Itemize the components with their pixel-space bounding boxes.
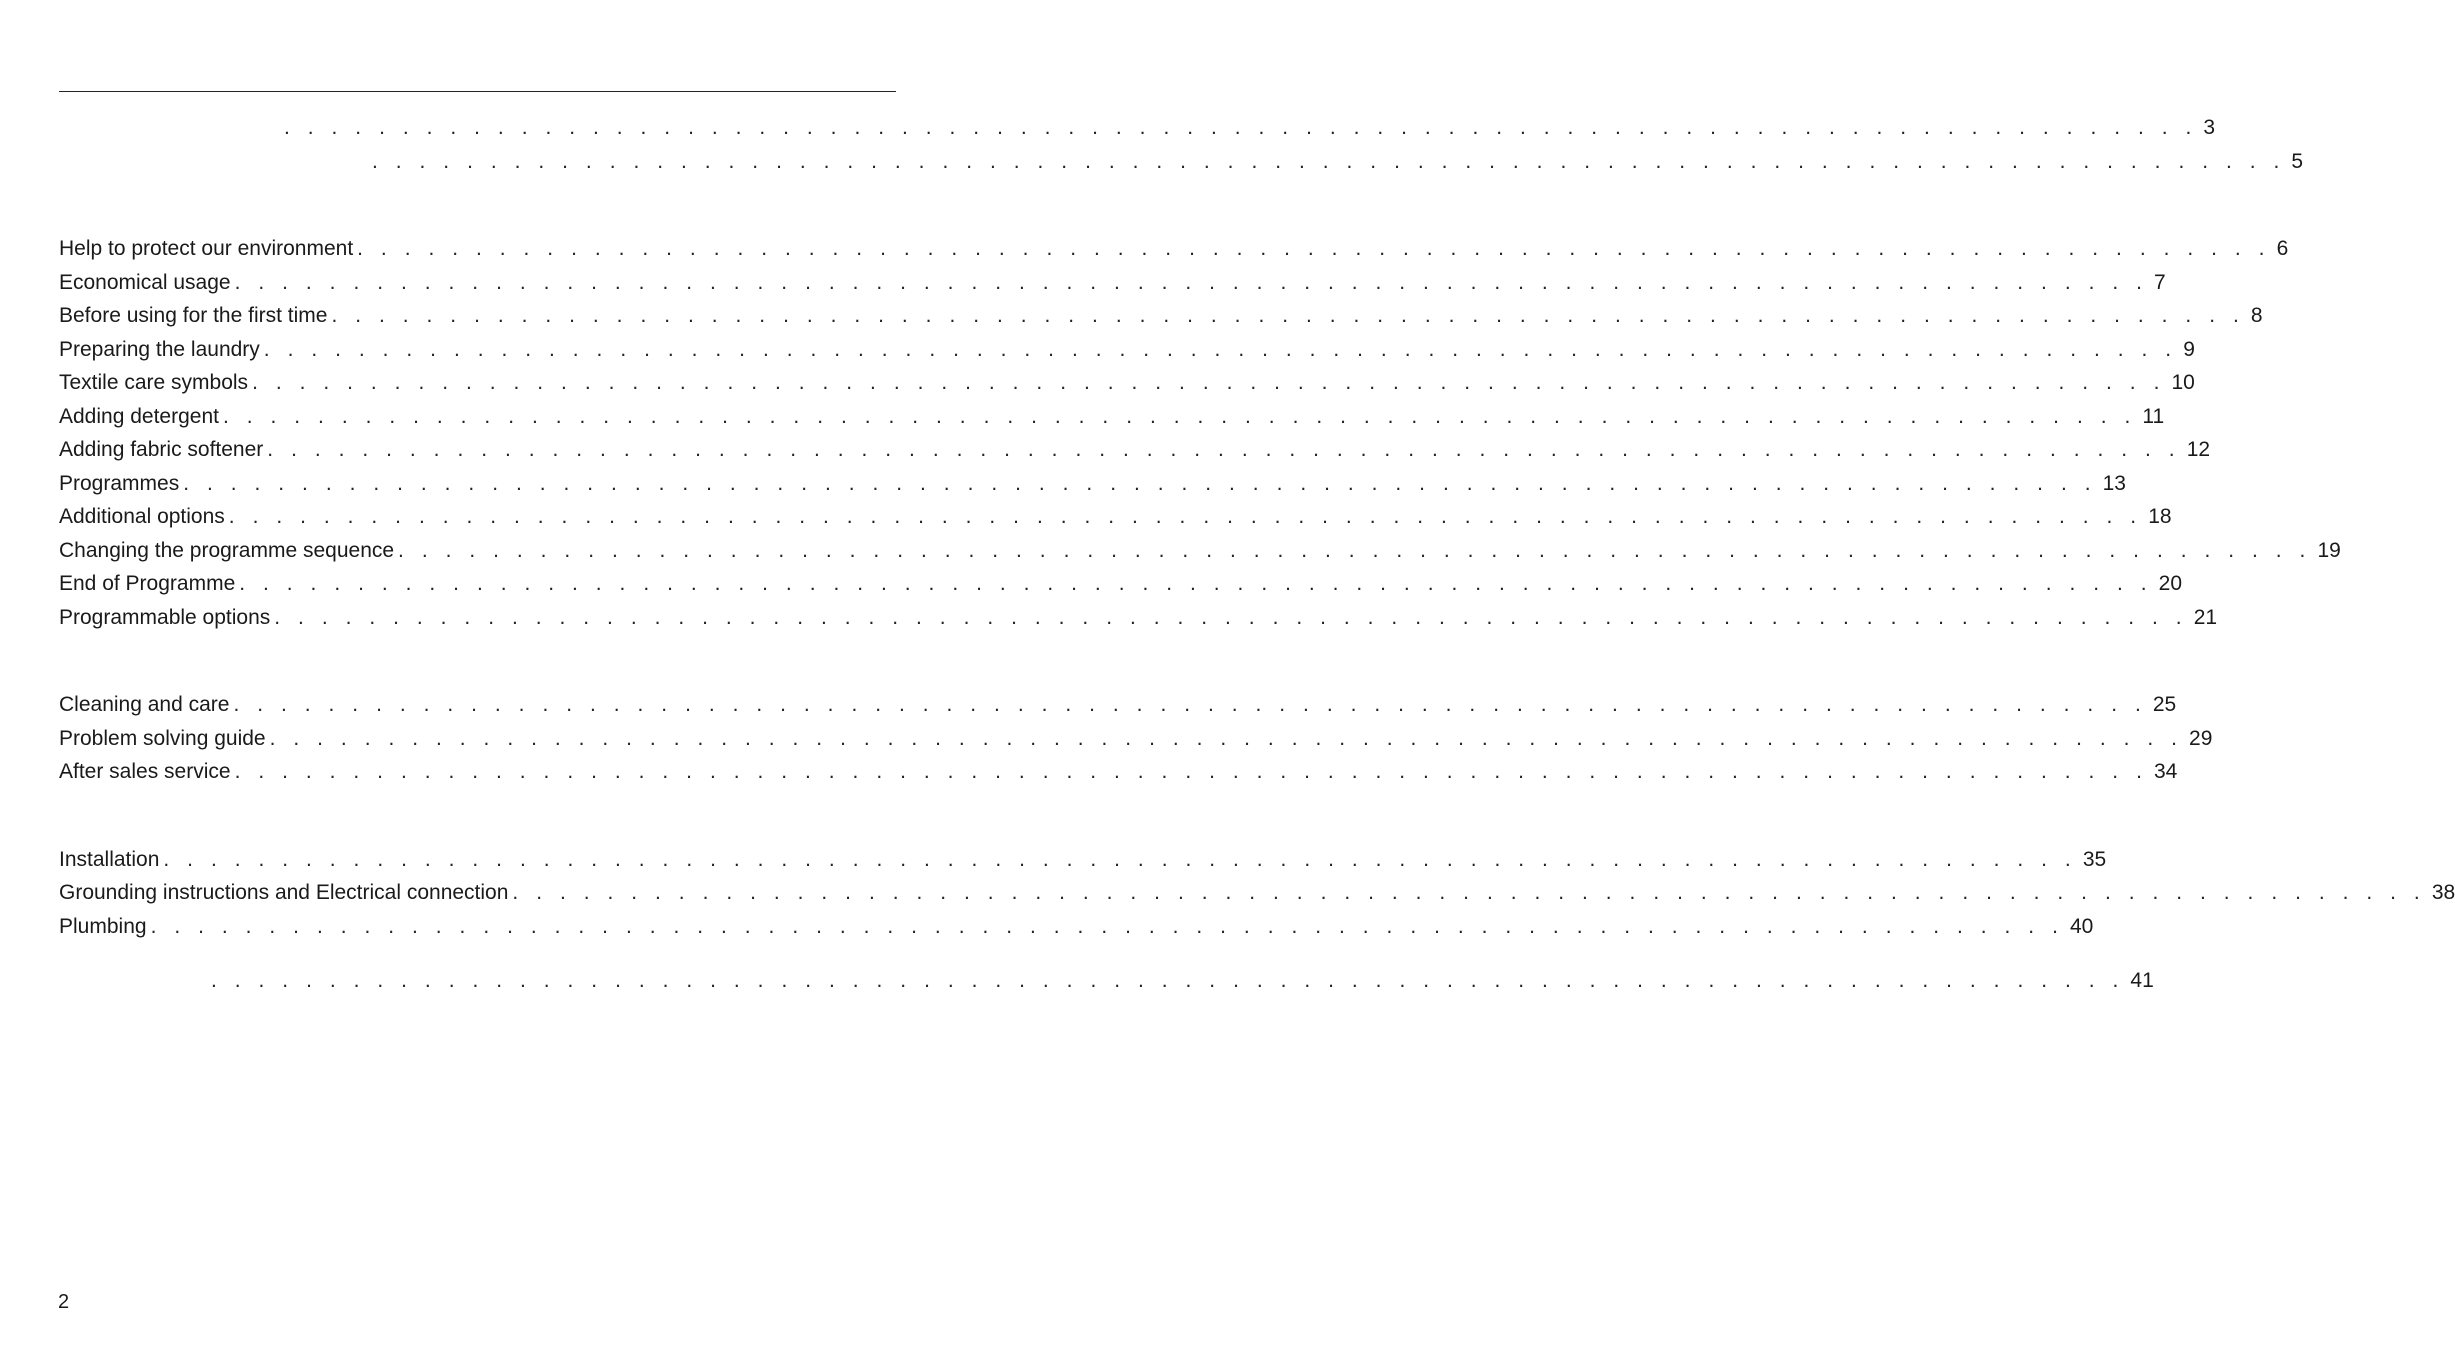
toc-entry-page: 12 bbox=[2186, 438, 2211, 461]
toc-entry-page: 20 bbox=[2158, 572, 2183, 595]
toc-dot-leader: . . . . . . . . . . . . . . . . . . . . . . . . . . . . . . . . . . . . . . . . . . . . . . . . . . . . . . . . . . . . . . . . . . . . . . . . . . . . . . . . . bbox=[269, 727, 2184, 750]
toc-dot-leader: . . . . . . . . . . . . . . . . . . . . . . . . . . . . . . . . . . . . . . . . . . . . . . . . . . . . . . . . . . . . . . . . . . . . . . . . . . . . . . . . . bbox=[228, 505, 2143, 528]
toc-entry-page: 6 bbox=[2276, 237, 2289, 260]
toc-dot-leader: . . . . . . . . . . . . . . . . . . . . . . . . . . . . . . . . . . . . . . . . . . . . . . . . . . . . . . . . . . . . . . . . . . . . . . . . . . . . . . . . . bbox=[234, 271, 2149, 294]
toc-entry-title: Programmes bbox=[59, 472, 180, 495]
toc-entry-title: Problem solving guide bbox=[59, 727, 266, 750]
toc-entry-title: Changing the programme sequence bbox=[59, 539, 395, 562]
toc-entry-title: Preparing the laundry bbox=[59, 338, 260, 361]
toc-entry-title: Textile care symbols bbox=[59, 371, 249, 394]
toc-entry-changing-programme-sequence[interactable] bbox=[59, 536, 2341, 566]
toc-entry-title: Before using for the first time bbox=[59, 304, 328, 327]
toc-entry-title: Economical usage bbox=[59, 271, 231, 294]
toc-dot-leader: . . . . . . . . . . . . . . . . . . . . . . . . . . . . . . . . . . . . . . . . . . . . . . . . . . . . . . . . . . . . . . . . . . . . . . . . . . . . . . . . . bbox=[163, 848, 2077, 871]
toc-entry-installation[interactable] bbox=[59, 845, 2107, 875]
toc-entry-title: Help to protect our environment bbox=[59, 237, 354, 260]
toc-dot-leader: . . . . . . . . . . . . . . . . . . . . . . . . . . . . . . . . . . . . . . . . . . . . . . . . . . . . . . . . . . . . . . . . . . . . . . . . . . . . . . . . . bbox=[357, 237, 2271, 260]
toc-dot-leader: . . . . . . . . . . . . . . . . . . . . . . . . . . . . . . . . . . . . . . . . . . . . . . . . . . . . . . . . . . . . . . . . . . . . . . . . . . . . . . . . . bbox=[372, 150, 2286, 173]
toc-dot-leader: . . . . . . . . . . . . . . . . . . . . . . . . . . . . . . . . . . . . . . . . . . . . . . . . . . . . . . . . . . . . . . . . . . . . . . . . . . . . . . . . . bbox=[512, 881, 2426, 904]
toc-entry-page: 13 bbox=[2102, 472, 2126, 495]
toc-entry-page: 40 bbox=[2069, 915, 2094, 938]
toc-entry-textile-care-symbols[interactable] bbox=[59, 368, 2195, 398]
toc-entry-title: Programmable options bbox=[59, 606, 271, 629]
toc-entry-title: After sales service bbox=[59, 760, 231, 783]
toc-entry-intro-1[interactable] bbox=[59, 113, 2216, 143]
toc-entry-title: Adding fabric softener bbox=[59, 438, 264, 461]
toc-entry-cleaning-and-care[interactable] bbox=[59, 690, 2177, 720]
toc-entry-page: 11 bbox=[2142, 405, 2165, 428]
toc-dot-leader: . . . . . . . . . . . . . . . . . . . . . . . . . . . . . . . . . . . . . . . . . . . . . . . . . . . . . . . . . . . . . . . . . . . . . . . . . . . . . . . . . bbox=[274, 606, 2188, 629]
toc-entry-grounding-electrical[interactable] bbox=[59, 878, 2455, 908]
toc-entry-title: Cleaning and care bbox=[59, 693, 230, 716]
toc-entry-page: 3 bbox=[2203, 116, 2216, 139]
toc-entry-preparing-laundry[interactable] bbox=[59, 335, 2195, 365]
toc-entry-title: Plumbing bbox=[59, 915, 147, 938]
toc-entry-title: Adding detergent bbox=[59, 405, 219, 428]
toc-entry-title: Installation bbox=[59, 848, 160, 871]
toc-entry-page: 41 bbox=[2130, 969, 2154, 992]
toc-dot-leader: . . . . . . . . . . . . . . . . . . . . . . . . . . . . . . . . . . . . . . . . . . . . . . . . . . . . . . . . . . . . . . . . . . . . . . . . . . . . . . . . . bbox=[331, 304, 2245, 327]
toc-entry-page: 18 bbox=[2148, 505, 2172, 528]
header-rule bbox=[59, 91, 896, 92]
toc-entry-plumbing[interactable] bbox=[59, 912, 2094, 942]
toc-dot-leader: . . . . . . . . . . . . . . . . . . . . . . . . . . . . . . . . . . . . . . . . . . . . . . . . . . . . . . . . . . . . . . . . . . . . . . . . . . . . . . . . . bbox=[222, 405, 2137, 428]
toc-entry-problem-solving-guide[interactable] bbox=[59, 724, 2213, 754]
toc-entry-programmes[interactable] bbox=[59, 469, 2126, 499]
toc-entry-title: End of Programme bbox=[59, 572, 236, 595]
toc-dot-leader: . . . . . . . . . . . . . . . . . . . . . . . . . . . . . . . . . . . . . . . . . . . . . . . . . . . . . . . . . . . . . . . . . . . . . . . . . . . . . . . . . bbox=[284, 116, 2198, 139]
toc-entry-help-protect-environment[interactable] bbox=[59, 234, 2289, 264]
toc-dot-leader: . . . . . . . . . . . . . . . . . . . . . . . . . . . . . . . . . . . . . . . . . . . . . . . . . . . . . . . . . . . . . . . . . . . . . . . . . . . . . . . . . bbox=[263, 338, 2178, 361]
toc-entry-page: 19 bbox=[2317, 539, 2341, 562]
toc-entry-page: 10 bbox=[2171, 371, 2195, 394]
toc-entry-title: Grounding instructions and Electrical connection bbox=[59, 881, 509, 904]
toc-entry-adding-fabric-softener[interactable] bbox=[59, 435, 2211, 465]
toc-entry-page: 8 bbox=[2250, 304, 2263, 327]
toc-entry-page: 35 bbox=[2082, 848, 2107, 871]
toc-entry-page: 7 bbox=[2154, 271, 2166, 294]
toc-entry-title: Additional options bbox=[59, 505, 225, 528]
toc-dot-leader: . . . . . . . . . . . . . . . . . . . . . . . . . . . . . . . . . . . . . . . . . . . . . . . . . . . . . . . . . . . . . . . . . . . . . . . . . . . . . . . . . bbox=[234, 760, 2148, 783]
toc-dot-leader: . . . . . . . . . . . . . . . . . . . . . . . . . . . . . . . . . . . . . . . . . . . . . . . . . . . . . . . . . . . . . . . . . . . . . . . . . . . . . . . . . bbox=[150, 915, 2064, 938]
toc-dot-leader: . . . . . . . . . . . . . . . . . . . . . . . . . . . . . . . . . . . . . . . . . . . . . . . . . . . . . . . . . . . . . . . . . . . . . . . . . . . . . . . . . bbox=[252, 371, 2166, 394]
toc-entry-final[interactable] bbox=[59, 966, 2154, 996]
toc-entry-intro-2[interactable] bbox=[59, 147, 2304, 177]
toc-entry-after-sales-service[interactable] bbox=[59, 757, 2178, 787]
page-number: 2 bbox=[58, 1291, 70, 1313]
toc-entry-page: 34 bbox=[2153, 760, 2178, 783]
toc-entry-page: 38 bbox=[2431, 881, 2455, 904]
toc-entry-page: 29 bbox=[2189, 727, 2213, 750]
toc-entry-page: 9 bbox=[2183, 338, 2195, 361]
toc-dot-leader: . . . . . . . . . . . . . . . . . . . . . . . . . . . . . . . . . . . . . . . . . . . . . . . . . . . . . . . . . . . . . . . . . . . . . . . . . . . . . . . . . bbox=[398, 539, 2312, 562]
toc-entry-page: 5 bbox=[2291, 150, 2304, 173]
toc-dot-leader: . . . . . . . . . . . . . . . . . . . . . . . . . . . . . . . . . . . . . . . . . . . . . . . . . . . . . . . . . . . . . . . . . . . . . . . . . . . . . . . . . bbox=[267, 438, 2181, 461]
toc-entry-before-first-use[interactable] bbox=[59, 301, 2263, 331]
toc-dot-leader: . . . . . . . . . . . . . . . . . . . . . . . . . . . . . . . . . . . . . . . . . . . . . . . . . . . . . . . . . . . . . . . . . . . . . . . . . . . . . . . . . bbox=[239, 572, 2153, 595]
toc-dot-leader: . . . . . . . . . . . . . . . . . . . . . . . . . . . . . . . . . . . . . . . . . . . . . . . . . . . . . . . . . . . . . . . . . . . . . . . . . . . . . . . . . bbox=[233, 693, 2147, 716]
toc-entry-page: 21 bbox=[2193, 606, 2218, 629]
toc-entry-page: 25 bbox=[2152, 693, 2177, 716]
toc-entry-additional-options[interactable] bbox=[59, 502, 2172, 532]
toc-dot-leader: . . . . . . . . . . . . . . . . . . . . . . . . . . . . . . . . . . . . . . . . . . . . . . . . . . . . . . . . . . . . . . . . . . . . . . . . . . . . . . . . . bbox=[183, 472, 2097, 495]
toc-entry-adding-detergent[interactable] bbox=[59, 402, 2165, 432]
toc-entry-economical-usage[interactable] bbox=[59, 268, 2166, 298]
toc-entry-end-of-programme[interactable] bbox=[59, 569, 2183, 599]
toc-entry-programmable-options[interactable] bbox=[59, 603, 2218, 633]
toc-dot-leader: . . . . . . . . . . . . . . . . . . . . . . . . . . . . . . . . . . . . . . . . . . . . . . . . . . . . . . . . . . . . . . . . . . . . . . . . . . . . . . . . . bbox=[211, 969, 2125, 992]
